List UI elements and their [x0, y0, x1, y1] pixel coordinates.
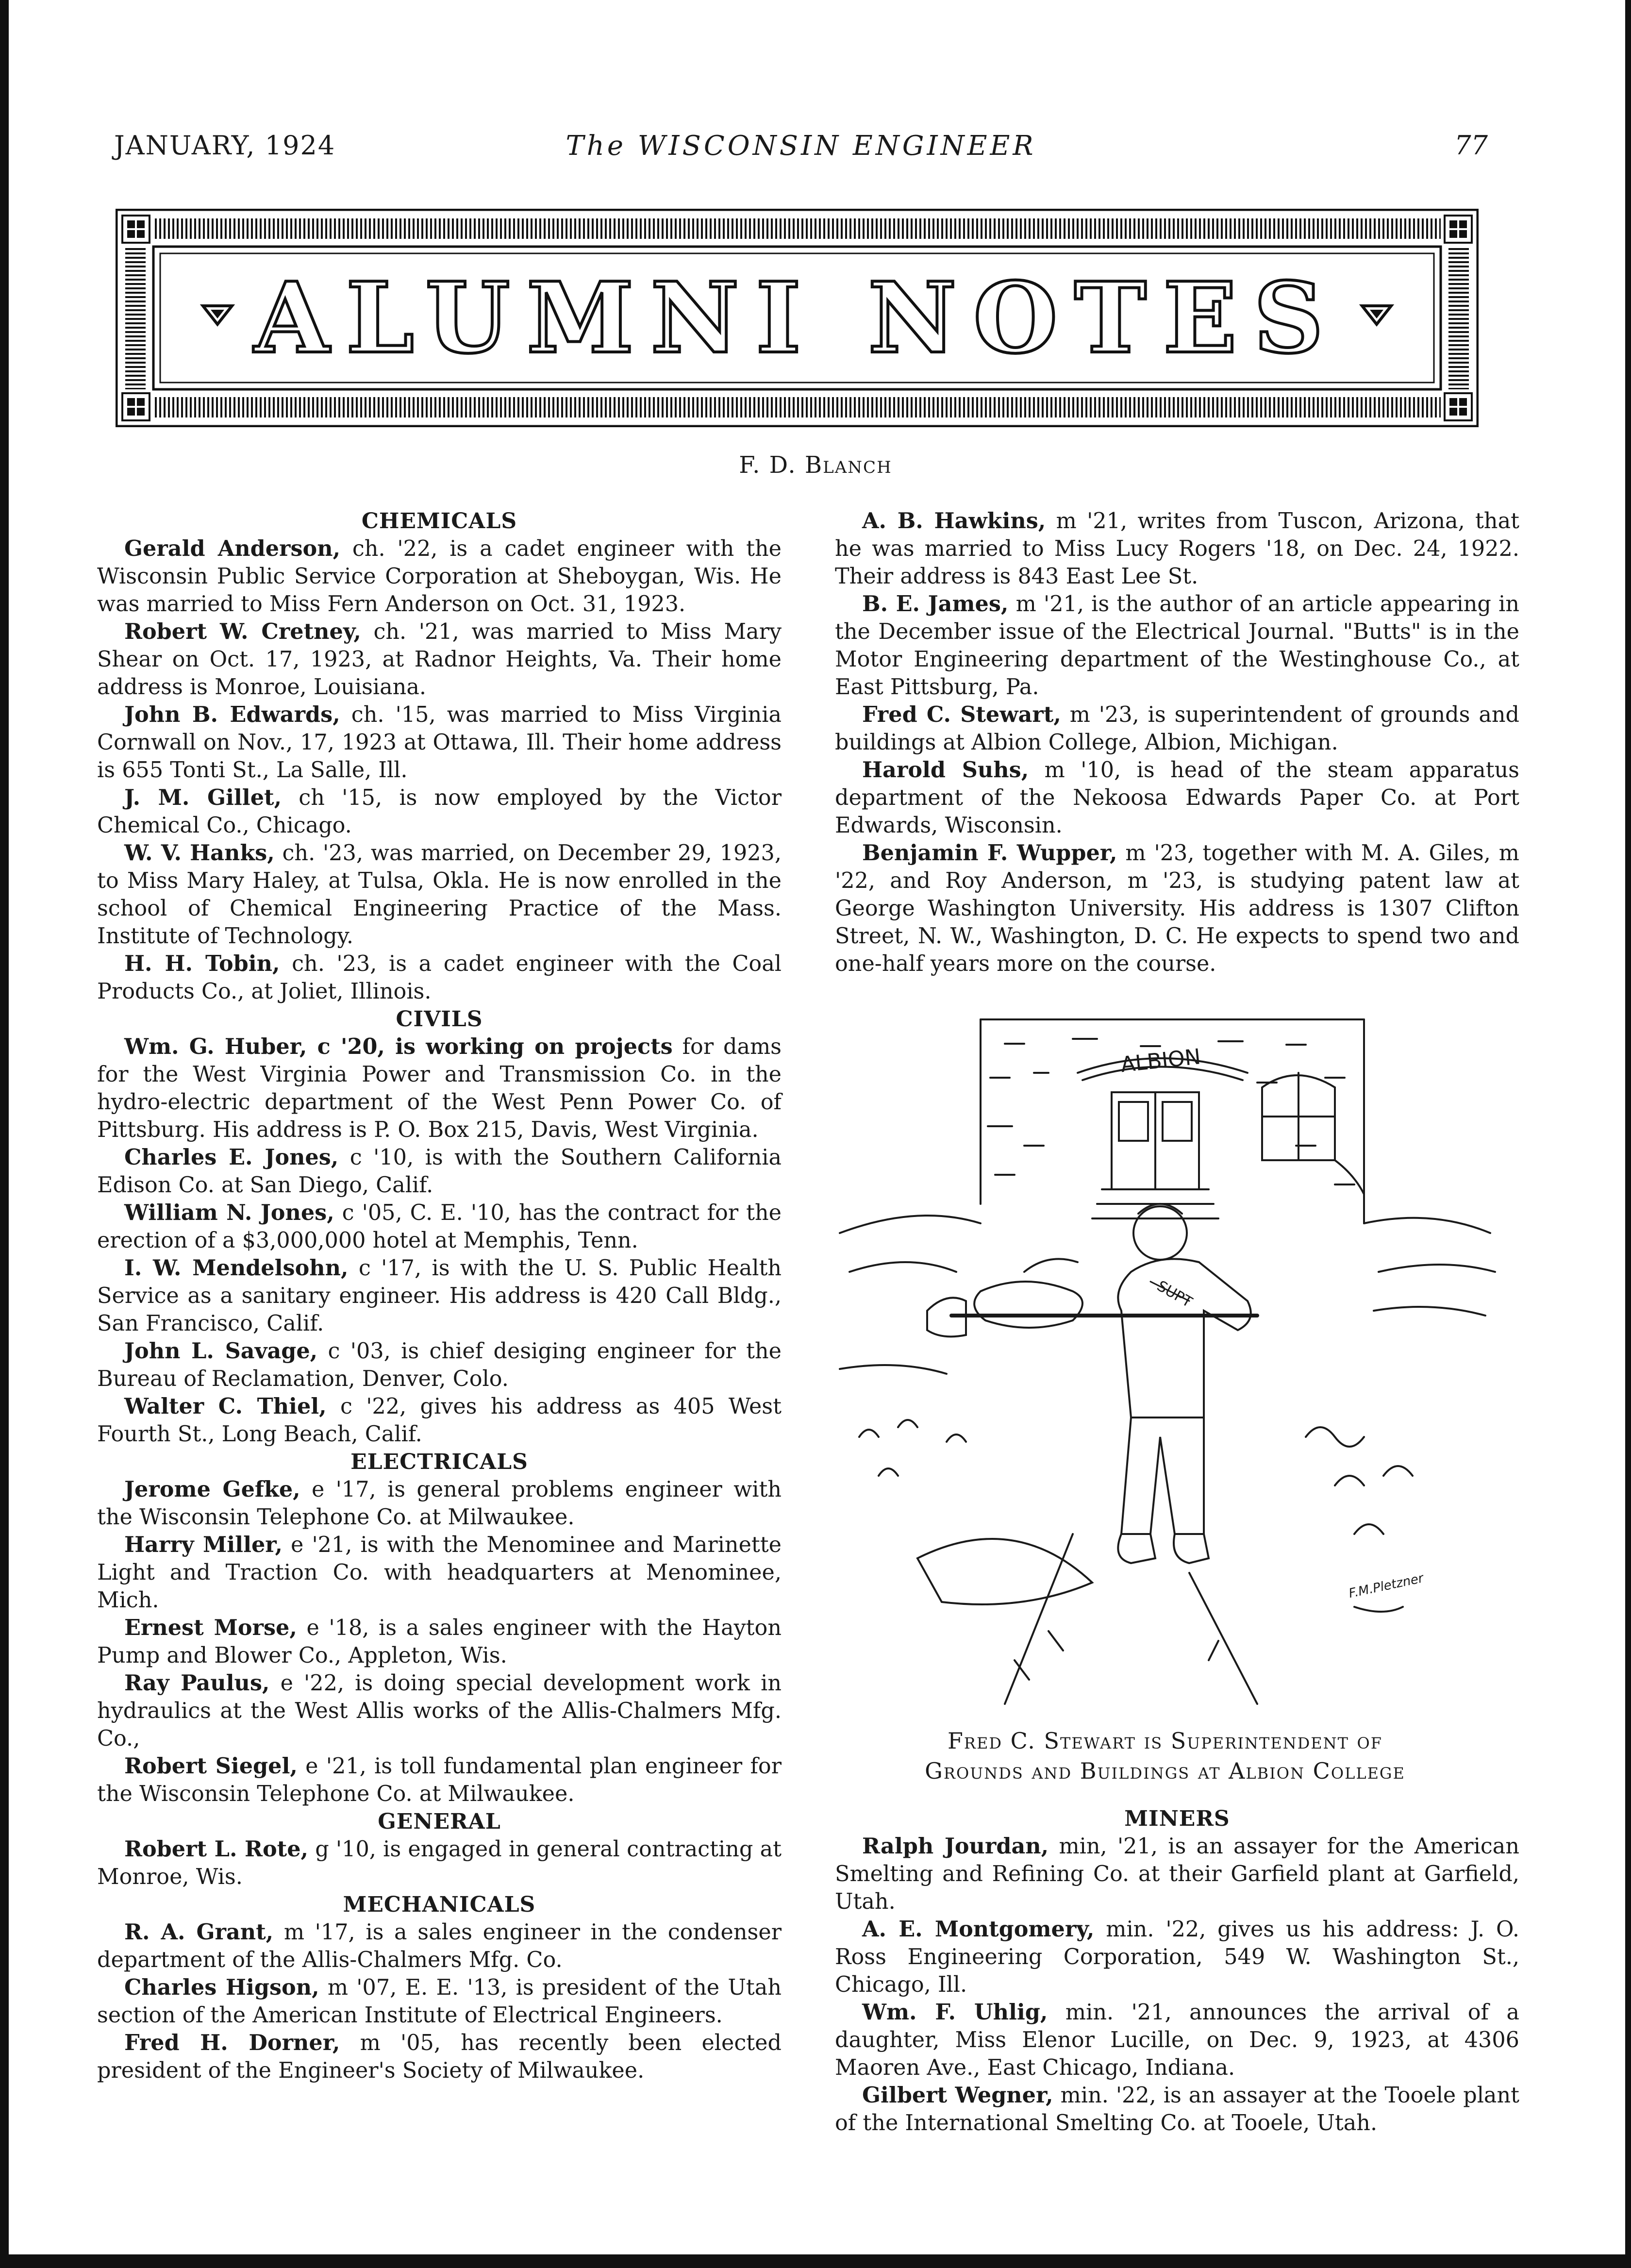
section-heading-general: GENERAL — [378, 1809, 501, 1834]
albion-sign: ALBION — [1119, 1044, 1202, 1078]
alumni-entry: Gerald Anderson, ch. '22, is a cadet engineer with the Wisconsin Public Service Corporation at Sheboygan, Wis. He was married to Miss Fern Anderson on Oct. 31, 1923. — [97, 536, 782, 617]
alumni-entry: Robert W. Cretney, ch. '21, was married to Miss Mary Shear on Oct. 17, 1923, at Radnor Heights, Va. Their home address is Monroe, Louisiana. — [97, 619, 782, 700]
left-column — [97, 507, 782, 2085]
running-head — [0, 130, 1631, 164]
alumni-entry: Charles Higson, m '07, E. E. '13, is president of the Utah section of the American Institute of Electrical Engineers. — [97, 1975, 782, 2028]
alumni-entry: B. E. James, m '21, is the author of an article appearing in the December issue of the Electrical Journal. "Butts" is in the Motor Engineering department of the Westinghouse Co., at East Pittsburg, Pa. — [835, 591, 1519, 700]
banner-title: ALUMNI NOTES — [254, 261, 1340, 375]
alumni-entry: A. E. Montgomery, min. '22, gives us his address: J. O. Ross Engineering Corporation, 549 W. Washington St., Chicago, Ill. — [835, 1917, 1519, 1997]
alumni-entry: W. V. Hanks, ch. '23, was married, on December 29, 1923, to Miss Mary Haley, at Tulsa, Okla. He is now enrolled in the school of Chemical Engineering Practice of the Mass. Institute of Technology. — [97, 840, 782, 949]
section-heading-chemicals: CHEMICALS — [361, 509, 517, 534]
section-heading-miners: MINERS — [1124, 1806, 1230, 1831]
alumni-entry: Jerome Gefke, e '17, is general problems engineer with the Wisconsin Telephone Co. at Milwaukee. — [97, 1477, 782, 1530]
alumni-entry: Robert L. Rote, g '10, is engaged in general contracting at Monroe, Wis. — [97, 1836, 782, 1889]
caption-line-2: Grounds and Buildings at Albion College — [925, 1758, 1405, 1784]
alumni-entry: J. M. Gillet, ch '15, is now employed by the Victor Chemical Co., Chicago. — [97, 785, 782, 838]
artist-signature: F.M.Pletzner — [1347, 1571, 1425, 1601]
author-name: F. D. Blanch — [739, 451, 892, 479]
alumni-entry: Fred C. Stewart, m '23, is superintendent of grounds and buildings at Albion College, Albion, Michigan. — [835, 702, 1520, 755]
alumni-entry: Robert Siegel, e '21, is toll fundamental plan engineer for the Wisconsin Telephone Co. at Milwaukee. — [97, 1753, 782, 1806]
alumni-entry: Wm. G. Huber, c '20, is working on projects for dams for the West Virginia Power and Transmission Co. in the hydro-electric department of the West Penn Power Co. of Pittsburg. His address is P. O. Box 215, Davis, West Virginia. — [97, 1034, 782, 1142]
alumni-entry: I. W. Mendelsohn, c '17, is with the U. S. Public Health Service as a sanitary engineer. His address is 420 Call Bldg., San Francisco, Calif. — [97, 1255, 782, 1336]
journal-title: The WISCONSIN ENGINEER — [566, 130, 1036, 162]
scan-edge-left — [0, 0, 9, 2268]
right-column-bottom — [835, 1805, 1519, 2137]
alumni-entry: Wm. F. Uhlig, min. '21, announces the arrival of a daughter, Miss Elenor Lucille, on Dec. 9, 1923, at 4306 Maoren Ave., East Chicago, Indiana. — [835, 2000, 1519, 2080]
illustration-caption — [820, 1726, 1510, 1786]
cartoon-drawing — [820, 1000, 1510, 1714]
alumni-entry: Ernest Morse, e '18, is a sales engineer with the Hayton Pump and Blower Co., Appleton, Wis. — [97, 1615, 782, 1668]
scan-edge-bottom — [0, 2254, 1631, 2268]
alumni-entry: John L. Savage, c '03, is chief desiging engineer for the Bureau of Reclamation, Denver, Colo. — [97, 1338, 782, 1391]
supt-label: SUPT — [1154, 1277, 1195, 1311]
alumni-entry: Harold Suhs, m '10, is head of the steam apparatus department of the Nekoosa Edwards Paper Co. at Port Edwards, Wisconsin. — [835, 757, 1519, 838]
alumni-entry: William N. Jones, c '05, C. E. '10, has the contract for the erection of a $3,000,000 hotel at Memphis, Tenn. — [97, 1200, 782, 1253]
alumni-entry: H. H. Tobin, ch. '23, is a cadet engineer with the Coal Products Co., at Joliet, Illinois. — [97, 951, 782, 1004]
section-heading-civils: CIVILS — [396, 1007, 483, 1032]
caption-line-1: Fred C. Stewart is Superintendent of — [948, 1728, 1382, 1754]
section-heading-mechanicals: MECHANICALS — [343, 1892, 536, 1917]
scan-edge-right — [1625, 0, 1631, 2268]
author-byline — [0, 451, 1631, 479]
cartoon-illustration — [820, 1000, 1510, 1714]
right-column-top — [835, 507, 1519, 978]
issue-date: JANUARY, 1924 — [114, 130, 336, 161]
alumni-entry: Gilbert Wegner, min. '22, is an assayer at the Tooele plant of the International Smelting Co. at Tooele, Utah. — [835, 2083, 1520, 2135]
alumni-entry: R. A. Grant, m '17, is a sales engineer in the condenser department of the Allis-Chalmers Mfg. Co. — [97, 1919, 782, 1972]
section-heading-electricals: ELECTRICALS — [350, 1450, 528, 1474]
alumni-entry: Ralph Jourdan, min, '21, is an assayer for the American Smelting and Refining Co. at their Garfield plant at Garfield, Utah. — [835, 1834, 1519, 1914]
alumni-entry: Ray Paulus, e '22, is doing special development work in hydraulics at the West Allis works of the Allis-Chalmers Mfg. Co., — [97, 1670, 782, 1751]
alumni-entry: Benjamin F. Wupper, m '23, together with M. A. Giles, m '22, and Roy Anderson, m '23, is studying patent law at George Washington University. His address is 1307 Clifton Street, N. W., Washington, D. C. He expects to spend two and one-half years more on the course. — [835, 840, 1520, 976]
alumni-entry: Charles E. Jones, c '10, is with the Southern California Edison Co. at San Diego, Calif. — [97, 1145, 782, 1198]
alumni-entry: Harry Miller, e '21, is with the Menominee and Marinette Light and Traction Co. with headquarters at Menominee, Mich. — [97, 1532, 782, 1613]
alumni-entry: Fred H. Dorner, m '05, has recently been elected president of the Engineer's Society of Milwaukee. — [97, 2030, 782, 2083]
alumni-entry: A. B. Hawkins, m '21, writes from Tuscon, Arizona, that he was married to Miss Lucy Rogers '18, on Dec. 24, 1922. Their address is 843 East Lee St. — [835, 508, 1519, 589]
alumni-notes-banner — [116, 209, 1479, 427]
page-number: 77 — [1454, 130, 1488, 161]
alumni-entry: Walter C. Thiel, c '22, gives his address as 405 West Fourth St., Long Beach, Calif. — [97, 1394, 782, 1447]
alumni-entry: John B. Edwards, ch. '15, was married to Miss Virginia Cornwall on Nov., 17, 1923 at Ottawa, Ill. Their home address is 655 Tonti St., La Salle, Ill. — [97, 702, 782, 783]
